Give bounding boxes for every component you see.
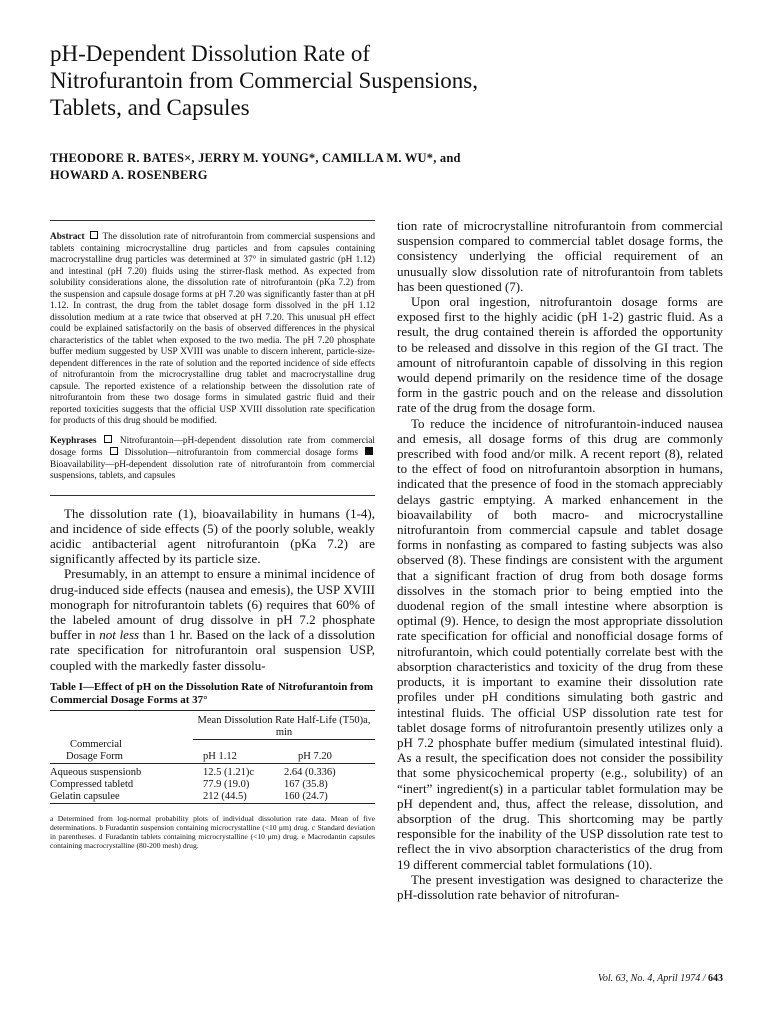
author-line: THEODORE R. BATES×, JERRY M. YOUNG*, CAMILLA M. WU*, and: [50, 151, 461, 165]
row-header: Commercial: [70, 739, 122, 751]
group-header: [193, 715, 375, 740]
abstract-top-rule: [50, 220, 375, 221]
group-underline: [193, 739, 375, 751]
table-cell: 77.9 (19.0): [203, 779, 250, 791]
table-caption: Table I—Effect of pH on the Dissolution Rate of Nitrofurantoin from Commercial Dosage Forms at 37°: [50, 680, 374, 706]
title-line: Tablets, and Capsules: [50, 95, 250, 120]
square-bullet-icon: [365, 447, 373, 455]
row-header: Dosage Form: [66, 751, 123, 763]
keyphrase: Dissolution—nitrofurantoin from commercial dosage forms: [124, 448, 358, 458]
group-header-text: Mean Dissolution Rate Half-Life (T50)a, min: [197, 714, 371, 738]
keyphrases-paragraph: [50, 435, 375, 483]
dissolution-table: [50, 710, 375, 809]
journal-citation: Vol. 63, No. 4, April 1974 /: [597, 973, 706, 984]
body-text: [397, 218, 723, 902]
keyphrase: Nitrofurantoin—pH-dependent dissolution rate from commercial dosage forms: [50, 435, 376, 458]
table-cell: 2.64 (0.336): [284, 767, 336, 779]
page-footer: [560, 973, 723, 984]
body-paragraph: The present investigation was designed to characterize the pH-dissolution rate behavior of nitrofuran-: [397, 871, 723, 902]
table-row: [50, 779, 375, 791]
table-cell: Gelatin capsulee: [50, 791, 120, 803]
right-column: [397, 218, 723, 902]
table-cell: Aqueous suspensionb: [50, 767, 142, 779]
emphasis: not less: [99, 627, 140, 643]
table-cell: 212 (44.5): [203, 791, 247, 803]
column-header: pH 7.20: [298, 751, 332, 763]
title-line: pH-Dependent Dissolution Rate of: [50, 41, 371, 66]
body-paragraph: tion rate of microcrystalline nitrofurantoin from commercial suspension compared to commercial tablet dosage forms, the consistency underlying the official requirement of an unusually slow dissolution rate of nitrofurantoin from tablets has been questioned (7).: [397, 218, 723, 294]
table-footnotes: a Determined from log-normal probability plots of individual dissolution rate data. Mean of five determinations. b Furadantin suspension containing microcrystalline (<10 μm) drug. c Standard deviation in parentheses. d Furadantin tablets containing microcrystalline (<10 μm) drug. e Macrodantin capsules containing macrocrystalline (80-200 mesh) drug.: [50, 814, 375, 851]
abstract-paragraph: [50, 231, 375, 428]
abstract-label: Abstract: [50, 232, 85, 242]
page-number: 643: [708, 973, 723, 984]
body-paragraph: [50, 566, 375, 672]
keyphrase: Bioavailability—pH-dependent dissolution rate of nitrofurantoin from commercial suspensions, tablets, and capsules: [50, 459, 375, 481]
abstract: [50, 231, 375, 483]
square-bullet-icon: [110, 447, 118, 455]
body-text-span: Presumably, in an attempt to ensure a minimal incidence of drug-induced side effects (nausea and emesis), the USP XVIII monograph for nitrofurantoin tablets (6) requires that 60% of the labeled amount of drug dissolve in pH 7.2 phosphate buffer in: [50, 566, 375, 643]
table-cell: 12.5 (1.21)c: [203, 767, 255, 779]
intro-text: [50, 506, 375, 673]
table-row: [50, 791, 375, 804]
table-cell: 167 (35.8): [284, 779, 328, 791]
author-list: [50, 150, 730, 184]
article-title: [50, 40, 570, 121]
left-column: [50, 220, 375, 850]
square-bullet-icon: [104, 435, 112, 443]
abstract-bottom-rule: [50, 495, 375, 496]
keyphrases-label: Keyphrases: [50, 435, 97, 446]
table-row: [50, 767, 375, 779]
body-paragraph: The dissolution rate (1), bioavailability in humans (1-4), and incidence of side effects (5) of the poorly soluble, weakly acidic antibacterial agent nitrofurantoin (pKa 7.2) are significantly affected by its particle size.: [50, 505, 375, 567]
table-cell: Compressed tabletd: [50, 779, 134, 791]
square-bullet-icon: [90, 231, 98, 239]
body-paragraph: To reduce the incidence of nitrofurantoin-induced nausea and emesis, all dosage forms of this drug are commonly prescribed with food and/or milk. A recent report (8), related to the effect of food on nitrofurantoin absorption in humans, indicated that the presence of food in the stomach appreciably delays gastric emptying. A marked enhancement in the bioavailability of both macro- and microcrystalline nitrofurantoin from commercial capsule and tablet dosage forms in nonfasting as compared to fasting subjects was also observed (8). These findings are consistent with the argument that a significant fraction of drug from both dosage forms dissolves in the stomach prior to being emptied into the duodenal region of the small intestine where absorption is optimal (9). Hence, to design the most appropriate dissolution rate specification for official and nonofficial dosage forms of nitrofurantoin, which could potentially correlate best with the absorption characteristics and toxicity of the drug from these products, it is important to examine their dissolution rate profiles under pH conditions simulating both gastric and intestinal fluids. The official USP dissolution rate test for tablet dosage forms of nitrofurantoin presently utilizes only a pH 7.2 phosphate buffer medium (simulated intestinal fluid). As a result, the specification does not consider the possibility that some physicochemical property (e.g., solubility) of an “inert” ingredient(s) in a particular tablet formulation may be pH dependent and, thus, affect the release, dissolution, and absorption of the drug. This shortcoming may be partly responsible for the inability of the USP dissolution rate test to reflect the in vivo absorption characteristics of the drug from 19 different commercial tablet formulations (10).: [397, 415, 723, 872]
table-cell: 160 (24.7): [284, 791, 328, 803]
column-header: pH 1.12: [203, 751, 237, 763]
body-paragraph: Upon oral ingestion, nitrofurantoin dosage forms are exposed first to the highly acidic (pH 1-2) gastric fluid. As a result, the drug contained therein is afforded the opportunity to be released and dissolve in this region of the GI tract. The amount of nitrofurantoin capable of dissolving in this region would depend primarily on the residence time of the dosage form in the gastric pouch and on the release and dissolution rate of the drug from the dosage form.: [397, 294, 723, 416]
body-text-span: than 1 hr. Based on the lack of a dissolution rate specification for nitrofurantoin oral suspension USP, coupled with the markedly faster dissolu-: [50, 627, 376, 673]
author-line: HOWARD A. ROSENBERG: [50, 168, 208, 182]
title-line: Nitrofurantoin from Commercial Suspensions,: [50, 68, 478, 93]
abstract-text: The dissolution rate of nitrofurantoin from commercial suspensions and tablets containing microcrystalline drug particles and from capsules containing macrocrystalline drug particles was determined at 37° in simulated gastric (pH 1.12) and intestinal (pH 7.20) fluids using the stirrer-flask method. As expected from solubility considerations alone, the dissolution rate of nitrofurantoin (pKa 7.2) from the suspension and capsule dosage forms at pH 7.20 was significantly faster than at pH 1.12. In contrast, the drug from the tablet dosage form dissolved in the pH 1.12 dissolution medium at a rate twice that observed at pH 7.20. This unusual pH effect could be explained satisfactorily on the basis of observed differences in the physical characteristics of the tablet when exposed to the two media. The pH 7.20 phosphate buffer medium suggested by USP XVIII was unable to discern inherent, particle-size-dependent differences in the rate of solution and the reported incidence of side effects of nitrofurantoin from the microcrystalline drug tablet and macrocrystalline drug capsule. The reported existence of a relationship between the dissolution rate of nitrofurantoin from these two dosage forms in simulated gastric fluid and their reported toxicities suggests that the official USP XVIII dissolution rate specification for products of this drug should be modified.: [50, 232, 376, 426]
